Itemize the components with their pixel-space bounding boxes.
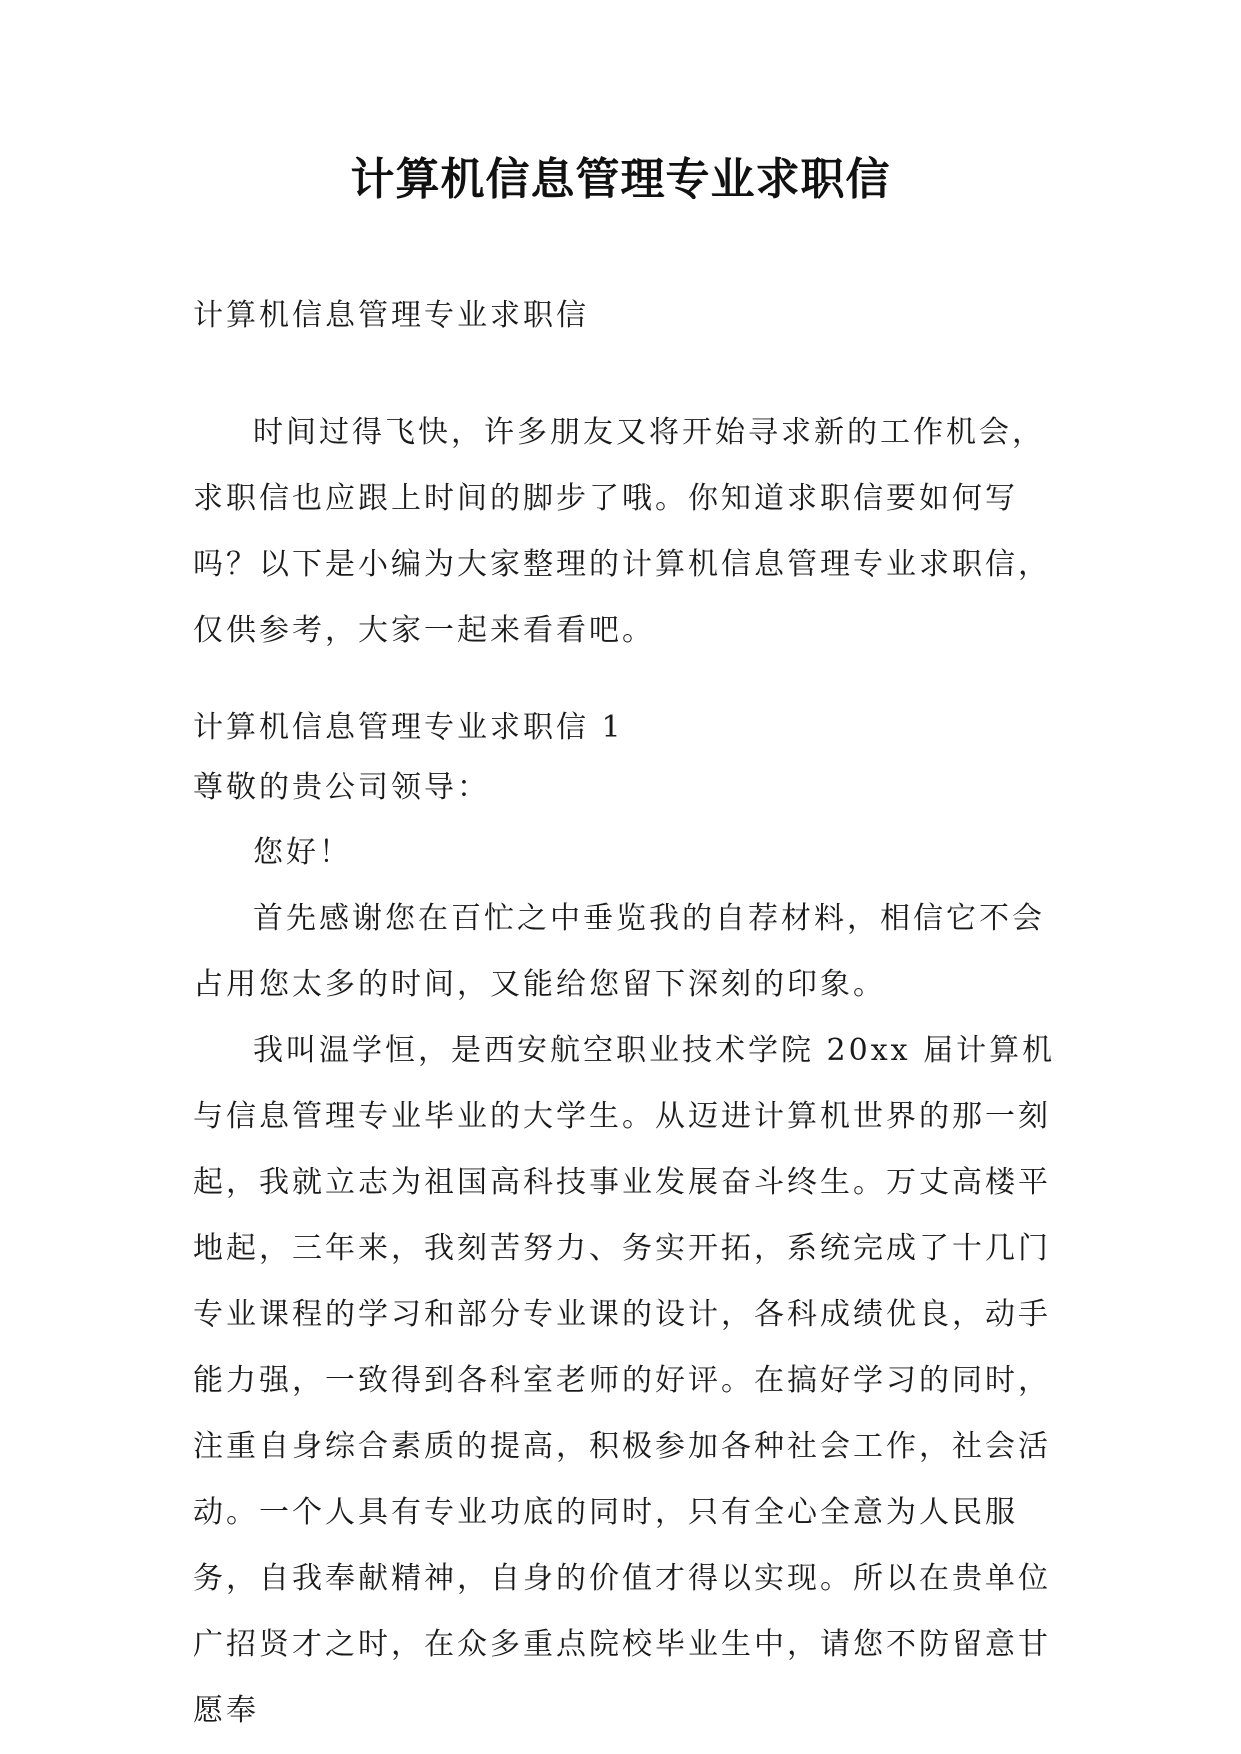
body-paragraph-1: 首先感谢您在百忙之中垂览我的自荐材料，相信它不会占用您太多的时间，又能给您留下深刻的印象。 [193, 901, 1045, 1002]
salutation: 尊敬的贵公司领导： [193, 770, 490, 805]
document-subtitle: 计算机信息管理专业求职信 [193, 298, 589, 333]
body-paragraph-2: 我叫温学恒，是西安航空职业技术学院 20xx 届计算机与信息管理专业毕业的大学生。从迈进计算机世界的那一刻起，我就立志为祖国高科技事业发展奋斗终生。万丈高楼平地起，三年来，我刻苦努力、务实开拓，系统完成了十几门专业课程的学习和部分专业课的设计，各科成绩优良，动手能力强，一致得到各科室老师的好评。在搞好学习的同时，注重自身综合素质的提高，积极参加各种社会工作，社会活动。一个人具有专业功底的同时，只有全心全意为人民服务，自我奉献精神，自身的价值才得以实现。所以在贵单位广招贤才之时，在众多重点院校毕业生中，请您不防留意甘愿奉 [193, 1033, 1056, 1728]
greeting: 您好！ [253, 835, 352, 870]
letter-heading: 计算机信息管理专业求职信 1 [193, 710, 624, 745]
document-title: 计算机信息管理专业求职信 [350, 154, 891, 205]
intro-paragraph: 时间过得飞快，许多朋友又将开始寻求新的工作机会，求职信也应跟上时间的脚步了哦。你知道求职信要如何写吗？以下是小编为大家整理的计算机信息管理专业求职信，仅供参考，大家一起来看看吧。 [193, 415, 1051, 648]
